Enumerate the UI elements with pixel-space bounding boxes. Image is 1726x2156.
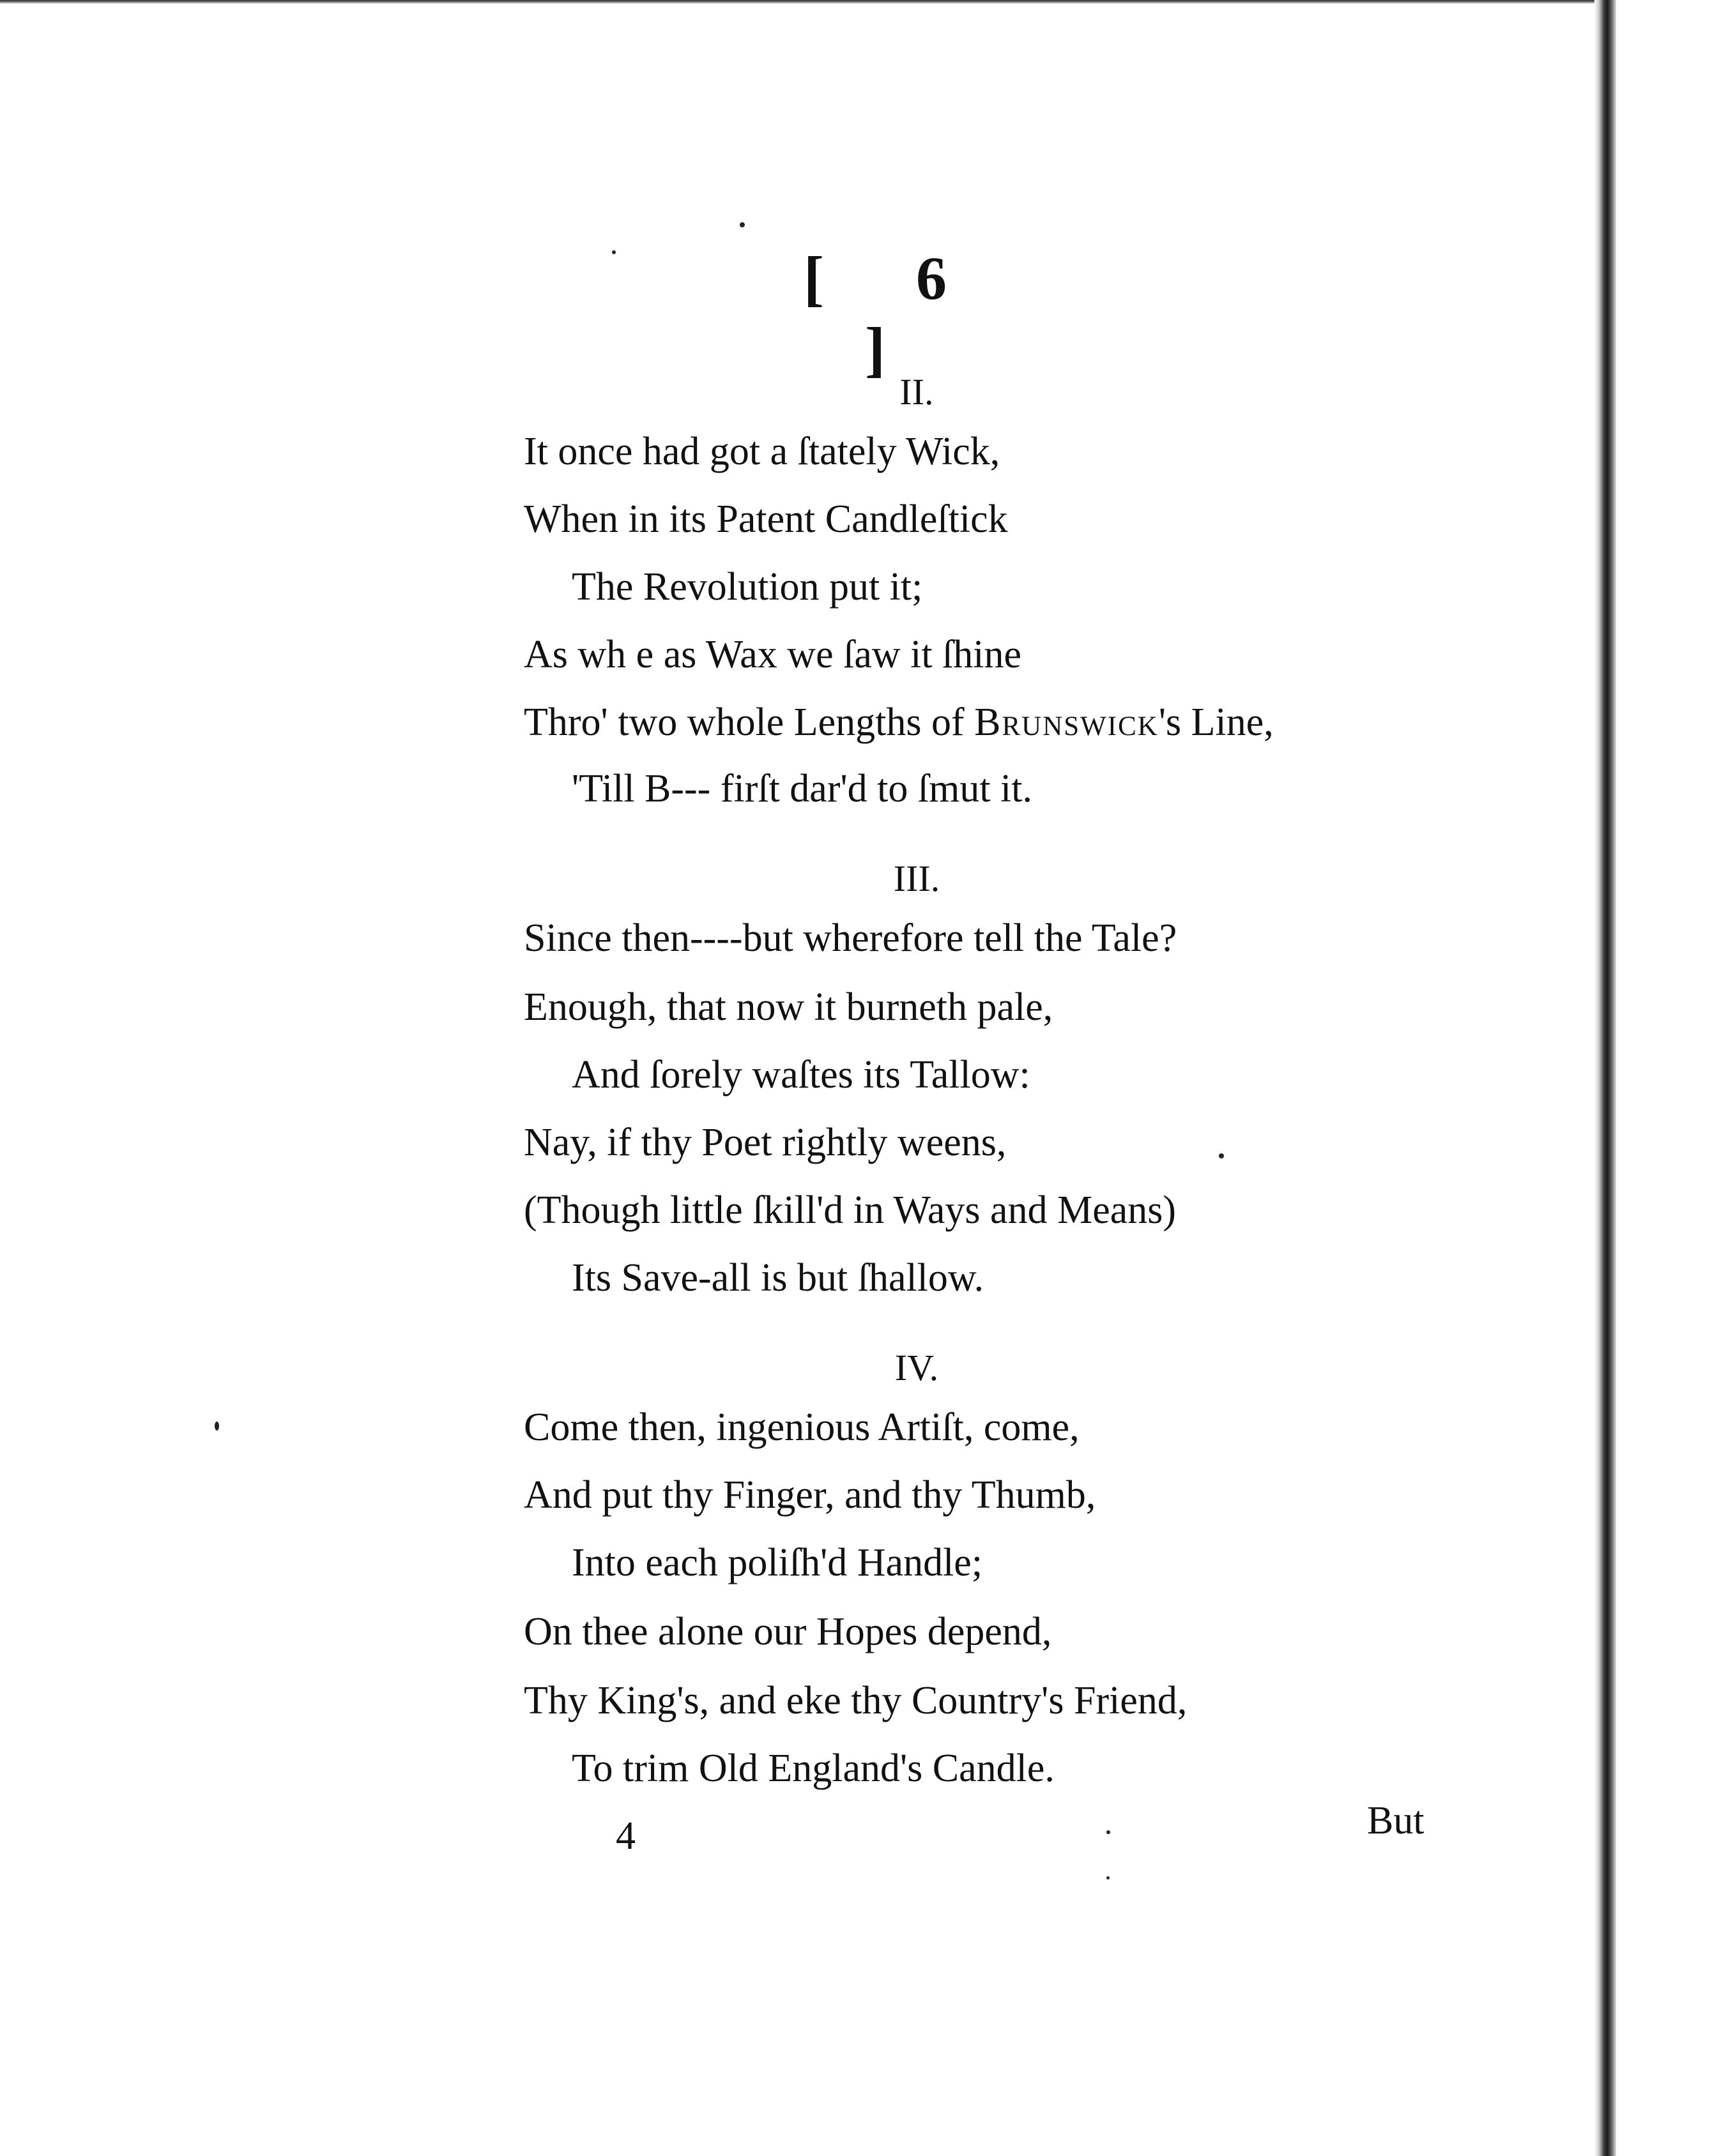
verse-line: When in its Patent Candleſtick: [524, 497, 1008, 541]
verse-line: It once had got a ſtately Wick,: [524, 430, 1000, 473]
verse-line: The Revolution put it;: [572, 565, 923, 609]
stanza-number: IV.: [894, 1347, 939, 1388]
verse-line: Into each poliſh'd Handle;: [572, 1541, 983, 1584]
stanza-number: III.: [893, 858, 940, 899]
ink-speck: [215, 1422, 219, 1431]
verse-line: Nay, if thy Poet rightly weens,: [524, 1121, 1007, 1164]
verse-line: On thee alone our Hopes depend,: [524, 1610, 1052, 1653]
catchword: But: [1367, 1799, 1424, 1842]
verse-line: As wh e as Wax we ſaw it ſhine: [524, 633, 1022, 676]
verse-line: Since then----but wherefore tell the Tale?: [524, 916, 1177, 960]
ink-speck: [1106, 1876, 1110, 1879]
verse-line: Its Save-all is but ſhallow.: [572, 1256, 984, 1300]
verse-line: And ſorely waſtes its Tallow:: [572, 1053, 1030, 1097]
verse-line: Thro' two whole Lengths of Brunswick's Line,: [524, 701, 1274, 744]
verse-line: And put thy Finger, and thy Thumb,: [524, 1473, 1096, 1517]
stanza-number: II.: [899, 371, 934, 413]
verse-line: 'Till B--- firſt dar'd to ſmut it.: [572, 767, 1032, 810]
ink-speck: [740, 222, 745, 227]
signature-mark: 4: [616, 1814, 636, 1858]
verse-line: Come then, ingenious Artiſt, come,: [524, 1406, 1080, 1449]
page-top-edge: [0, 0, 1726, 4]
verse-line: Thy King's, and eke thy Country's Friend,: [524, 1679, 1188, 1722]
ink-speck: [1219, 1153, 1224, 1158]
ink-speck: [612, 250, 616, 254]
page-number: [ 6 ]: [804, 244, 985, 383]
verse-line: (Though little ſkill'd in Ways and Means): [524, 1188, 1177, 1232]
margin-area: [1616, 0, 1726, 2156]
binding-edge: [1594, 0, 1616, 2156]
ink-speck: [1106, 1830, 1110, 1834]
small-caps-name: Brunswick: [974, 701, 1159, 744]
verse-line: To trim Old England's Candle.: [572, 1747, 1055, 1790]
verse-line: Enough, that now it burneth pale,: [524, 985, 1053, 1029]
